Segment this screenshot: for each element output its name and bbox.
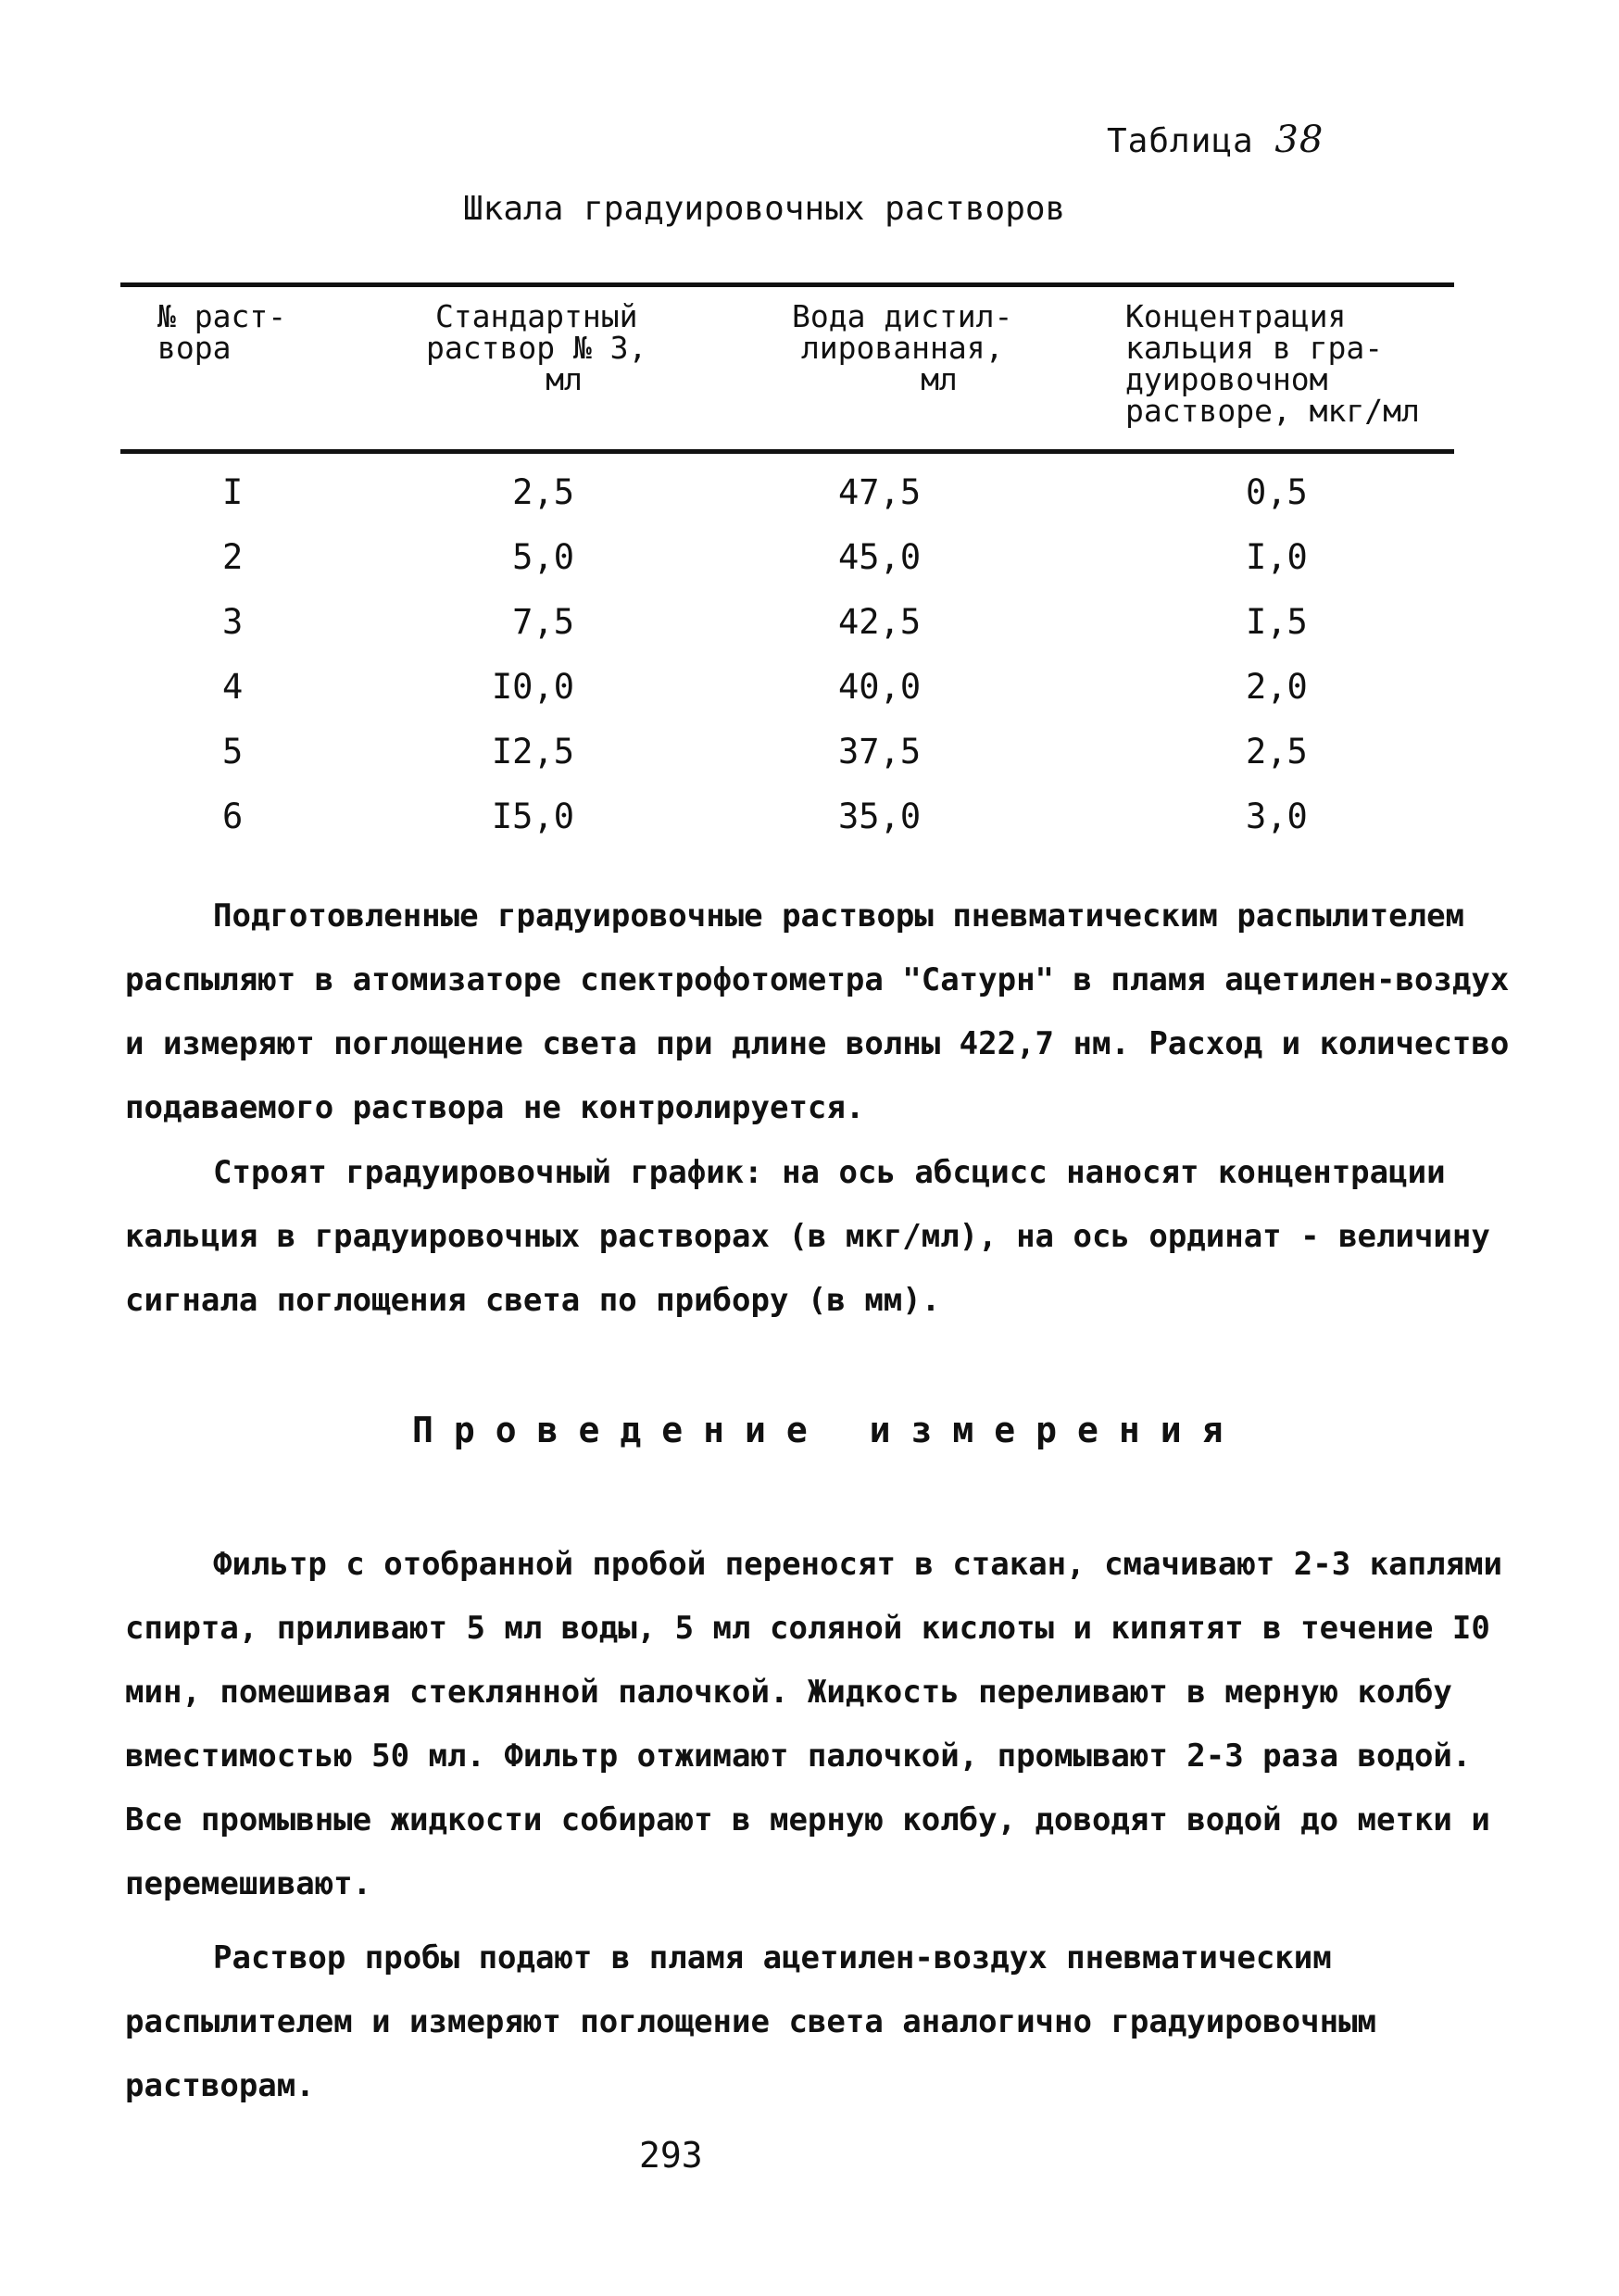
table-row: [0, 732, 1619, 797]
cell-calcium-concentration: 2,5: [1246, 732, 1308, 772]
cell-solution-number: 4: [222, 667, 244, 707]
paragraph-sample-preparation: [125, 1533, 1514, 1916]
table-title: Шкала градуировочных растворов: [463, 190, 1066, 228]
table-label: [1107, 119, 1324, 161]
cell-standard-solution: I5,0: [491, 797, 574, 836]
cell-calcium-concentration: I,0: [1246, 537, 1308, 577]
paragraph-sample-measurement: [125, 1926, 1514, 2118]
cell-calcium-concentration: 3,0: [1246, 797, 1308, 836]
table-row: [0, 602, 1619, 667]
cell-distilled-water: 35,0: [838, 797, 922, 836]
table-label-word: Таблица: [1107, 122, 1254, 160]
cell-solution-number: 3: [222, 602, 244, 642]
column-header-standard-solution: Стандартный раствор № 3, мл: [426, 298, 647, 397]
cell-standard-solution: I0,0: [491, 667, 574, 707]
section-heading: Проведение измерения: [412, 1410, 1244, 1450]
column-header-solution-number: № раст- вора: [157, 298, 287, 366]
table-row: [0, 667, 1619, 732]
table-row: [0, 472, 1619, 537]
paragraph-text: Подготовленные градуировочные растворы пневматическим распылителем распыляют в атомизаторе спектрофотометра "Сатурн" в пламя ацетилен-воздух и измеряют поглощение света при длине волны 422,7 нм. Расход и количество подаваемого раствора не контролируется.: [125, 897, 1510, 1126]
table-top-rule: [120, 282, 1454, 287]
cell-distilled-water: 42,5: [838, 602, 922, 642]
cell-standard-solution: I2,5: [491, 732, 574, 772]
column-header-calcium-concentration: Концентрация кальция в гра- дуировочном растворе, мкг/мл: [1125, 298, 1420, 429]
cell-distilled-water: 40,0: [838, 667, 922, 707]
cell-solution-number: 2: [222, 537, 244, 577]
table-number: 38: [1274, 119, 1324, 161]
paragraph-calibration-graph: [125, 1141, 1514, 1333]
cell-standard-solution: 5,0: [512, 537, 574, 577]
cell-solution-number: 6: [222, 797, 244, 836]
cell-solution-number: 5: [222, 732, 244, 772]
cell-solution-number: I: [222, 472, 244, 512]
paragraph-text: Раствор пробы подают в пламя ацетилен-воздух пневматическим распылителем и измеряют поглощение света аналогично градуировочным растворам.: [125, 1939, 1377, 2104]
paragraph-calibration-measurement: [125, 885, 1514, 1140]
page-number: 293: [639, 2135, 703, 2176]
cell-standard-solution: 2,5: [512, 472, 574, 512]
paragraph-text: Фильтр с отобранной пробой переносят в стакан, смачивают 2-3 каплями спирта, приливают 5 мл воды, 5 мл соляной кислоты и кипятят в течение I0 мин, помешивая стеклянной палочкой. Жидкость переливают в мерную колбу вместимостью 50 мл. Фильтр отжимают палочкой, промывают 2-3 раза водой. Все промывные жидкости собирают в мерную колбу, доводят водой до метки и перемешивают.: [125, 1546, 1502, 1902]
cell-distilled-water: 47,5: [838, 472, 922, 512]
cell-distilled-water: 37,5: [838, 732, 922, 772]
cell-calcium-concentration: 0,5: [1246, 472, 1308, 512]
table-header-rule: [120, 449, 1454, 454]
table-row: [0, 797, 1619, 861]
cell-calcium-concentration: 2,0: [1246, 667, 1308, 707]
column-header-distilled-water: Вода дистил- лированная, мл: [792, 298, 1013, 397]
paragraph-text: Строят градуировочный график: на ось абсцисс наносят концентрации кальция в градуировочных растворах (в мкг/мл), на ось ординат - величину сигнала поглощения света по прибору (в мм).: [125, 1154, 1490, 1319]
cell-standard-solution: 7,5: [512, 602, 574, 642]
table-row: [0, 537, 1619, 602]
cell-calcium-concentration: I,5: [1246, 602, 1308, 642]
cell-distilled-water: 45,0: [838, 537, 922, 577]
